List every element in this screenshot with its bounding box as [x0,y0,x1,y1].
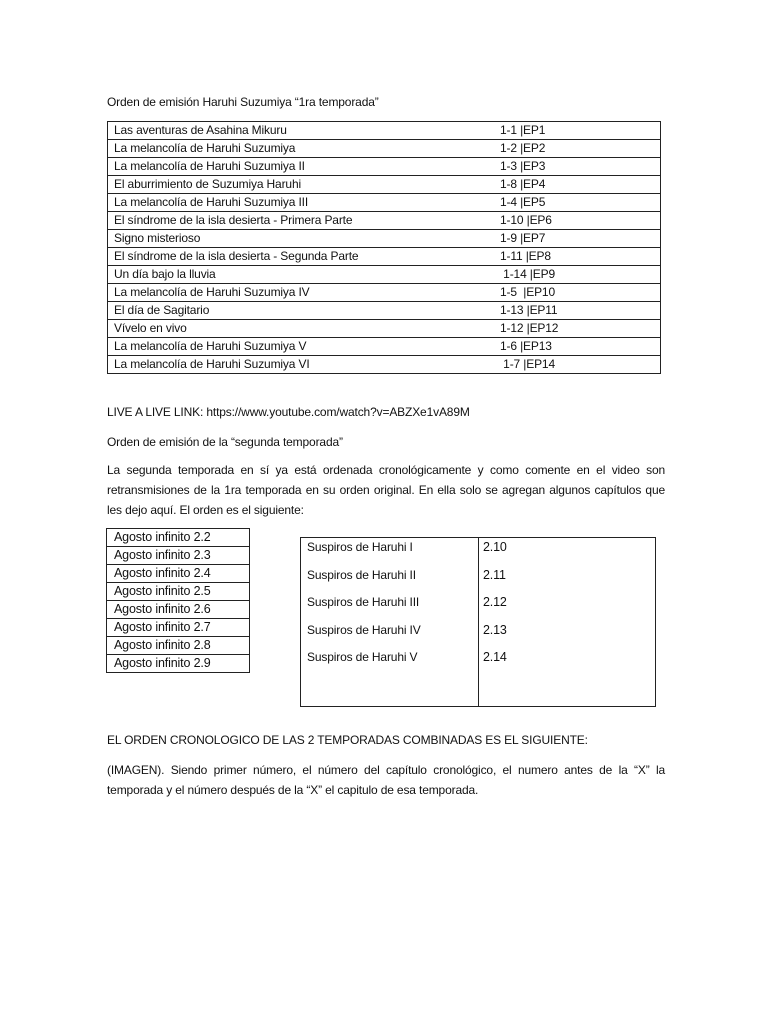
episode-title: La melancolía de Haruhi Suzumiya IV [108,284,493,302]
episode-number: 1-9 |EP7 [492,230,661,248]
agosto-episode: Agosto infinito 2.2 [107,529,250,547]
suspiros-title: Suspiros de Haruhi III [307,595,420,609]
heading-season-2: Orden de emisión de la “segunda temporada” [107,435,343,449]
episode-number: 1-11 |EP8 [492,248,661,266]
suspiros-title: Suspiros de Haruhi I [307,540,413,554]
table-row [108,284,661,302]
table-row [108,320,661,338]
suspiros-title: Suspiros de Haruhi II [307,567,416,582]
episode-number: 1-2 |EP2 [492,140,661,158]
table-row [108,212,661,230]
heading-combined-order: EL ORDEN CRONOLOGICO DE LAS 2 TEMPORADAS COMBINADAS ES EL SIGUIENTE: [107,733,588,747]
suspiros-title: Suspiros de Haruhi IV [307,622,421,637]
agosto-episode: Agosto infinito 2.4 [107,565,250,583]
agosto-episode: Agosto infinito 2.5 [107,583,250,601]
suspiros-title: Suspiros de Haruhi V [307,650,418,664]
episode-number: 1-8 |EP4 [492,176,661,194]
episode-title: La melancolía de Haruhi Suzumiya VI [108,356,493,374]
episode-title: Vívelo en vivo [108,320,493,338]
table-row [107,583,250,601]
suspiros-number: 2.10 [483,540,507,554]
table-row [108,248,661,266]
agosto-episode: Agosto infinito 2.7 [107,619,250,637]
table-row [108,176,661,194]
episode-title: El aburrimiento de Suzumiya Haruhi [108,176,493,194]
episode-title: La melancolía de Haruhi Suzumiya [108,140,493,158]
table-row [108,338,661,356]
episode-number: 1-7 |EP14 [492,356,661,374]
episode-title: Un día bajo la lluvia [108,266,493,284]
table-row [107,655,250,673]
episode-number: 1-6 |EP13 [492,338,661,356]
episode-title: La melancolía de Haruhi Suzumiya II [108,158,493,176]
table-row [108,158,661,176]
table-row [108,302,661,320]
suspiros-number: 2.11 [483,567,506,582]
table-row [108,122,661,140]
episode-number: 1-14 |EP9 [492,266,661,284]
table-row [107,547,250,565]
suspiros-number: 2.13 [483,622,507,637]
column-divider [478,538,479,706]
table-row [108,356,661,374]
suspiros-number: 2.12 [483,595,507,609]
combined-order-paragraph: (IMAGEN). Siendo primer número, el número del capítulo cronológico, el numero antes de la “X” la temporada y el número después de la “X” el capitulo de esa temporada. [107,763,665,797]
table-row [107,637,250,655]
episode-number: 1-5 |EP10 [492,284,661,302]
episode-title: Signo misterioso [108,230,493,248]
table-row [107,565,250,583]
table-row [108,194,661,212]
season-1-table [107,121,661,374]
table-row [107,529,250,547]
agosto-episode: Agosto infinito 2.9 [107,655,250,673]
episode-title: El síndrome de la isla desierta - Primera Parte [108,212,493,230]
episode-title: La melancolía de Haruhi Suzumiya III [108,194,493,212]
suspiros-table [300,537,656,707]
agosto-infinito-table [106,528,250,673]
episode-number: 1-12 |EP12 [492,320,661,338]
episode-number: 1-3 |EP3 [492,158,661,176]
episode-number: 1-4 |EP5 [492,194,661,212]
agosto-episode: Agosto infinito 2.3 [107,547,250,565]
table-row [108,230,661,248]
episode-title: Las aventuras de Asahina Mikuru [108,122,493,140]
table-row [108,140,661,158]
table-row [107,601,250,619]
suspiros-number: 2.14 [483,650,507,664]
agosto-episode: Agosto infinito 2.6 [107,601,250,619]
live-a-live-link[interactable]: LIVE A LIVE LINK: https://www.youtube.com/watch?v=ABZXe1vA89M [107,405,470,419]
episode-title: La melancolía de Haruhi Suzumiya V [108,338,493,356]
episode-title: El día de Sagitario [108,302,493,320]
episode-number: 1-1 |EP1 [492,122,661,140]
heading-season-1: Orden de emisión Haruhi Suzumiya “1ra temporada” [107,95,379,109]
agosto-episode: Agosto infinito 2.8 [107,637,250,655]
episode-number: 1-13 |EP11 [492,302,661,320]
episode-number: 1-10 |EP6 [492,212,661,230]
season-2-paragraph: La segunda temporada en sí ya está ordenada cronológicamente y como comente en el video son retransmisiones de la 1ra temporada en su orden original. En ella solo se agregan algunos capítulos que les dejo aquí. El orden es el siguiente: [107,463,665,517]
episode-title: El síndrome de la isla desierta - Segunda Parte [108,248,493,266]
table-row [107,619,250,637]
table-row [108,266,661,284]
